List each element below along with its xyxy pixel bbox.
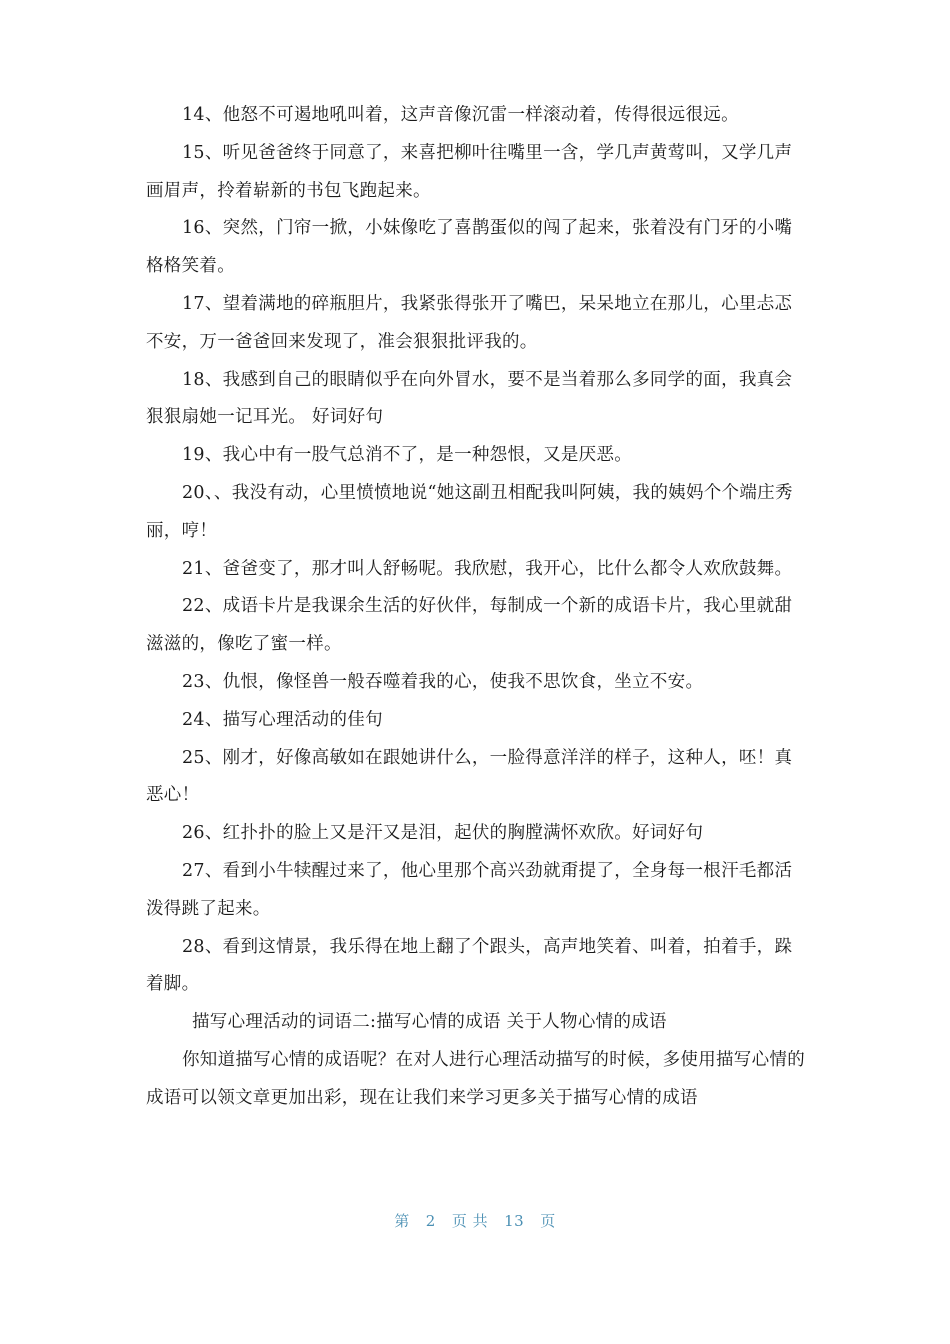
paragraph-18: 18、我感到自己的眼睛似乎在向外冒水，要不是当着那么多同学的面，我真会狠狠扇她一记耳光。 好词好句 [146,369,793,428]
paragraph-26: 26、红扑扑的脸上又是汗又是泪，起伏的胸膛满怀欢欣。好词好句 [182,823,704,844]
footer-suffix: 页 [540,1212,556,1230]
page-footer [0,1210,950,1231]
paragraph-19: 19、我心中有一股气总消不了，是一种怨恨，又是厌恶。 [182,445,633,466]
footer-middle: 页 共 [451,1212,489,1230]
section-heading: 描写心理活动的词语二:描写心情的成语 关于人物心情的成语 [192,1012,667,1033]
paragraph-22: 22、成语卡片是我课余生活的好伙伴，每制成一个新的成语卡片，我心里就甜滋滋的，像吃了蜜一样。 [146,596,793,655]
footer-prefix: 第 [394,1212,410,1230]
paragraph-20: 20、、我没有动，心里愤愤地说“她这副丑相配我叫阿姨，我的姨妈个个端庄秀丽，哼！ [146,482,793,541]
paragraph-14: 14、他怒不可遏地吼叫着，这声音像沉雷一样滚动着，传得很远很远。 [182,105,739,125]
footer-total-pages: 13 [504,1212,525,1230]
paragraph-27: 27、看到小牛犊醒过来了，他心里那个高兴劲就甭提了，全身每一根汗毛都活泼得跳了起来。 [146,860,793,919]
paragraph-28: 28、看到这情景，我乐得在地上翻了个跟头，高声地笑着、叫着，拍着手，跺着脚。 [146,936,793,995]
paragraph-25: 25、刚才，好像高敏如在跟她讲什么，一脸得意洋洋的样子，这种人，呸！真恶心！ [146,747,793,806]
intro-paragraph: 你知道描写心情的成语呢？在对人进行心理活动描写的时候，多使用描写心情的成语可以领文章更加出彩，现在让我们来学习更多关于描写心情的成语 [146,1049,805,1108]
paragraph-17: 17、望着满地的碎瓶胆片，我紧张得张开了嘴巴，呆呆地立在那儿，心里忐忑不安，万一爸爸回来发现了，准会狠狠批评我的。 [146,293,793,352]
paragraph-16: 16、突然，门帘一掀，小妹像吃了喜鹊蛋似的闯了起来，张着没有门牙的小嘴格格笑着。 [146,218,793,277]
document-body [146,97,806,1118]
paragraph-24: 24、描写心理活动的佳句 [182,709,383,730]
footer-page-number: 2 [425,1212,436,1230]
paragraph-21: 21、爸爸变了，那才叫人舒畅呢。我欣慰，我开心，比什么都令人欢欣鼓舞。 [182,558,793,579]
paragraph-15: 15、听见爸爸终于同意了，来喜把柳叶往嘴里一含，学几声黄莺叫，又学几声画眉声，拎着崭新的书包飞跑起来。 [146,142,793,201]
paragraph-23: 23、仇恨，像怪兽一般吞噬着我的心，使我不思饮食，坐立不安。 [182,671,704,692]
